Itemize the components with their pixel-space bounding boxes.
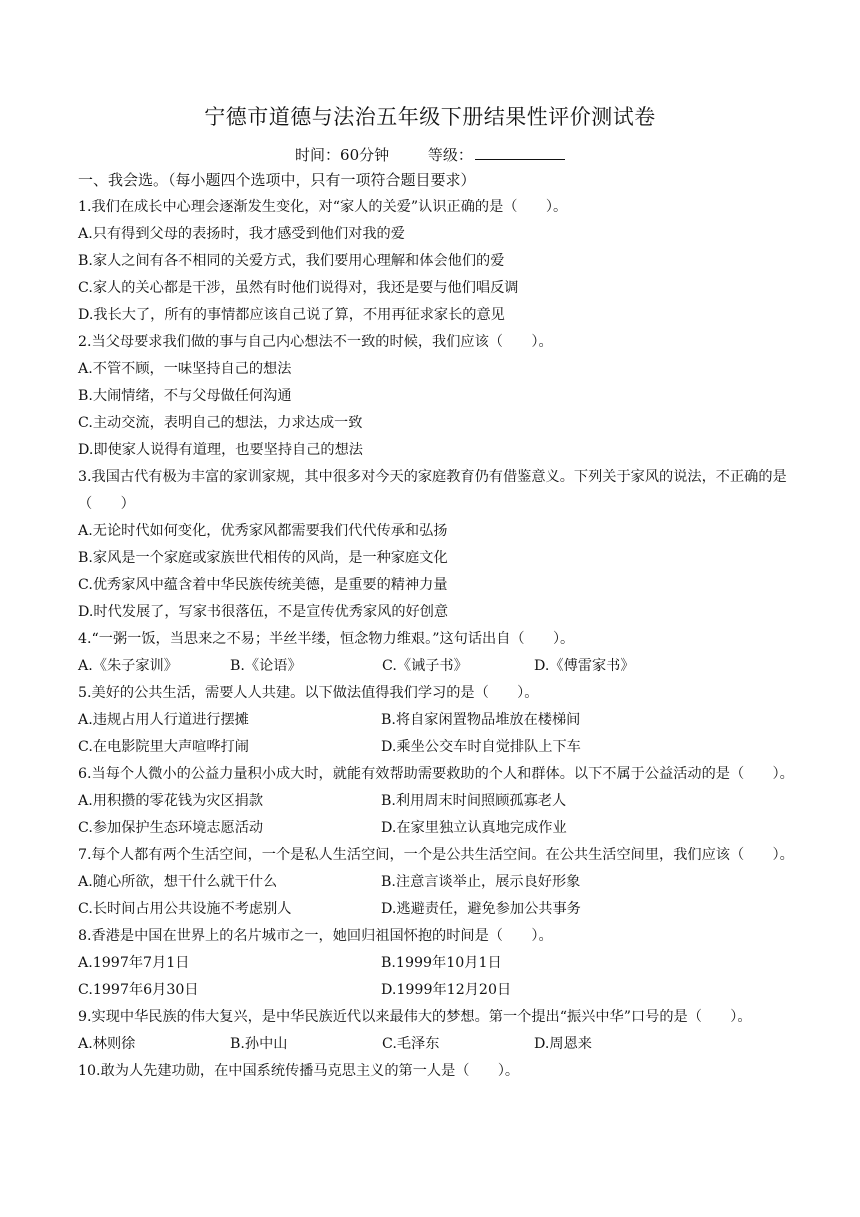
option: A.1997年7月1日 — [78, 955, 190, 971]
option: D.在家里独立认真地完成作业 — [381, 820, 567, 836]
option: A.无论时代如何变化，优秀家风都需要我们代代传承和弘扬 — [78, 523, 448, 539]
option: B.家人之间有各不相同的关爱方式，我们要用心理解和体会他们的爱 — [78, 253, 505, 269]
question-stem: 5.美好的公共生活，需要人人共建。以下做法值得我们学习的是（ ）。 — [78, 685, 539, 701]
options-row — [78, 653, 798, 680]
option: C.家人的关心都是干涉，虽然有时他们说得对，我还是要与他们唱反调 — [78, 280, 519, 296]
option: A.不管不顾，一味坚持自己的想法 — [78, 361, 292, 377]
options-row — [78, 896, 798, 923]
option: C.《诫子书》 — [382, 658, 468, 674]
options-row — [78, 815, 798, 842]
exam-time: 时间：60分钟 — [295, 146, 390, 164]
option: D.逃避责任，避免参加公共事务 — [381, 901, 581, 917]
option: C.参加保护生态环境志愿活动 — [78, 820, 264, 836]
option: A.违规占用人行道进行摆摊 — [78, 712, 249, 728]
question-stem: 8.香港是中国在世界上的名片城市之一，她回归祖国怀抱的时间是（ ）。 — [78, 928, 553, 944]
option: B.注意言谈举止，展示良好形象 — [381, 874, 581, 890]
option: D.我长大了，所有的事情都应该自己说了算，不用再征求家长的意见 — [78, 307, 505, 323]
options-row — [78, 950, 798, 977]
question-stem: 1.我们在成长中心理会逐渐发生变化，对“家人的关爱”认识正确的是（ ）。 — [78, 199, 568, 215]
option: D.时代发展了，写家书很落伍，不是宣传优秀家风的好创意 — [78, 604, 449, 620]
option: C.1997年6月30日 — [78, 982, 199, 998]
question-stem: 2.当父母要求我们做的事与自己内心想法不一致的时候，我们应该（ ）。 — [78, 334, 553, 350]
options-row — [78, 788, 798, 815]
question-stem: 9.实现中华民族的伟大复兴，是中华民族近代以来最伟大的梦想。第一个提出“振兴中华”口号的是（ ）。 — [78, 1009, 752, 1025]
option: D.即使家人说得有道理，也要坚持自己的想法 — [78, 442, 363, 458]
option: A.随心所欲，想干什么就干什么 — [78, 874, 278, 890]
grade-blank-line — [475, 144, 565, 160]
option: B.大闹情绪，不与父母做任何沟通 — [78, 388, 292, 404]
question-stem: 3.我国古代有极为丰富的家训家规，其中很多对今天的家庭教育仍有借鉴意义。下列关于家风的说法，不正确的是（ ） — [78, 469, 787, 512]
option: A.只有得到父母的表扬时，我才感受到他们对我的爱 — [78, 226, 405, 242]
section-heading: 一、我会选。（每小题四个选项中，只有一项符合题目要求） — [78, 171, 476, 189]
exam-meta — [0, 143, 860, 167]
option: B.《论语》 — [230, 658, 302, 674]
options-row — [78, 977, 798, 1004]
question-stem: 7.每个人都有两个生活空间，一个是私人生活空间，一个是公共生活空间。在公共生活空间里，我们应该（ ）。 — [78, 847, 794, 863]
option: D.1999年12月20日 — [381, 982, 512, 998]
option: A.《朱子家训》 — [78, 658, 178, 674]
question-stem: 4.“一粥一饭，当思来之不易；半丝半缕，恒念物力维艰。”这句话出自（ ）。 — [78, 631, 575, 647]
option: C.优秀家风中蕴含着中华民族传统美德，是重要的精神力量 — [78, 577, 448, 593]
grade-label: 等级： — [427, 146, 473, 164]
option: C.毛泽东 — [382, 1036, 440, 1052]
option: B.家风是一个家庭或家族世代相传的风尚，是一种家庭文化 — [78, 550, 448, 566]
option: B.孙中山 — [230, 1036, 288, 1052]
option: D.周恩来 — [534, 1036, 592, 1052]
option: B.利用周末时间照顾孤寡老人 — [381, 793, 567, 809]
options-row — [78, 1031, 798, 1058]
option: C.主动交流，表明自己的想法，力求达成一致 — [78, 415, 363, 431]
option: B.1999年10月1日 — [381, 955, 502, 971]
option: B.将自家闲置物品堆放在楼梯间 — [381, 712, 581, 728]
option: D.乘坐公交车时自觉排队上下车 — [381, 739, 581, 755]
option: C.在电影院里大声喧哗打闹 — [78, 739, 249, 755]
option: A.林则徐 — [78, 1036, 136, 1052]
question-stem: 10.敢为人先建功勋，在中国系统传播马克思主义的第一人是（ ）。 — [78, 1063, 520, 1079]
options-row — [78, 734, 798, 761]
option: A.用积攒的零花钱为灾区捐款 — [78, 793, 264, 809]
option: D.《傅雷家书》 — [534, 658, 635, 674]
option: C.长时间占用公共设施不考虑别人 — [78, 901, 292, 917]
options-row — [78, 869, 798, 896]
page-title: 宁德市道德与法治五年级下册结果性评价测试卷 — [204, 105, 656, 129]
exam-content — [78, 167, 798, 1085]
question-stem: 6.当每个人微小的公益力量积小成大时，就能有效帮助需要救助的个人和群体。以下不属于公益活动的是（ ）。 — [78, 766, 794, 782]
options-row — [78, 707, 798, 734]
